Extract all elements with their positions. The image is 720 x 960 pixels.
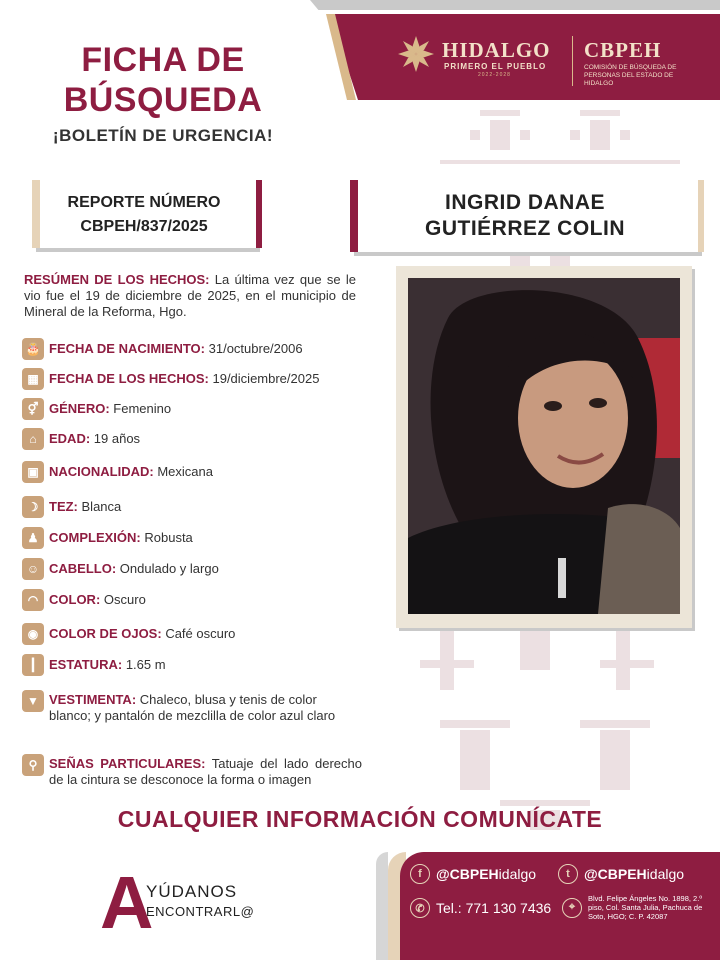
- detail-hair-color: ◠ COLOR: Oscuro: [22, 589, 362, 611]
- cbpeh-description: COMISIÓN DE BÚSQUEDA DE PERSONAS DEL ESTADO DE HIDALGO: [584, 64, 677, 87]
- cbpeh-wordmark: CBPEH: [584, 38, 662, 62]
- magnifier-icon: ⚲: [22, 754, 44, 776]
- build-icon: ♟: [22, 527, 44, 549]
- twitter-icon: t: [558, 864, 578, 884]
- hidalgo-wordmark: HIDALGO: [442, 38, 551, 62]
- age-icon: ⌂: [22, 428, 44, 450]
- page-title: [28, 40, 298, 120]
- calendar-icon: ▦: [22, 368, 44, 390]
- phone-icon: ✆: [410, 898, 430, 918]
- hair-color-icon: ◠: [22, 589, 44, 611]
- facebook-icon: f: [410, 864, 430, 884]
- title-line-2: BÚSQUEDA: [63, 81, 263, 119]
- office-address: Blvd. Felipe Ángeles No. 1898, 2.º piso, Col. Santa Julia, Pachuca de Soto, HGO; C. P. 42087: [588, 894, 703, 921]
- gender-icon: ⚥: [22, 398, 44, 420]
- hidalgo-tagline: PRIMERO EL PUEBLO: [444, 62, 547, 71]
- phone-number: Tel.: 771 130 7436: [436, 900, 552, 916]
- cake-icon: 🎂: [22, 338, 44, 360]
- person-name-line-1: INGRID DANAE: [444, 191, 605, 214]
- detail-eye-color: ◉ COLOR DE OJOS: Café oscuro: [22, 623, 362, 645]
- height-icon: ┃: [22, 654, 44, 676]
- detail-height: ┃ ESTATURA: 1.65 m: [22, 654, 362, 676]
- detail-build: ♟ COMPLEXIÓN: Robusta: [22, 527, 362, 549]
- eye-icon: ◉: [22, 623, 44, 645]
- detail-gender: ⚥ GÉNERO: Femenino: [22, 398, 362, 420]
- summary-text: La última vez que se le vio fue el 19 de diciembre de 2025, en el municipio de Mineral de la Reforma, Hgo.: [24, 272, 356, 319]
- banner-edge: [310, 0, 720, 10]
- person-photo: [408, 278, 680, 614]
- portrait-illustration: [408, 278, 680, 614]
- shirt-icon: ▼: [22, 690, 44, 712]
- address-info: [562, 894, 712, 921]
- report-label: REPORTE NÚMERO: [67, 194, 221, 211]
- footer-gray-stripe: [376, 852, 388, 960]
- report-number: CBPEH/837/2025: [80, 218, 208, 235]
- campaign-logo-letter: A: [100, 861, 154, 944]
- detail-event-date: ▦ FECHA DE LOS HECHOS: 19/diciembre/2025: [22, 368, 362, 390]
- hidalgo-star-icon: [398, 36, 434, 72]
- title-line-1: FICHA DE: [81, 41, 245, 79]
- banner-divider: [572, 36, 573, 86]
- detail-age: ⌂ EDAD: 19 años: [22, 428, 362, 450]
- photo-frame: [396, 266, 692, 628]
- skin-icon: ☽: [22, 496, 44, 518]
- hair-icon: ☺: [22, 558, 44, 580]
- summary-label: RESÚMEN DE LOS HECHOS:: [24, 272, 210, 287]
- detail-marks: ⚲ SEÑAS PARTICULARES: Tatuaje del lado derecho de la cintura se desconoce la forma o imagen: [22, 754, 362, 788]
- contact-call-to-action: CUALQUIER INFORMACIÓN COMUNÍCATE: [117, 806, 603, 832]
- facts-summary: [24, 272, 356, 320]
- campaign-logo-line-2: ENCONTRARL@: [146, 904, 255, 919]
- person-name-box: [350, 180, 698, 252]
- detail-clothing: ▼ VESTIMENTA: Chaleco, blusa y tenis de color blanco; y pantalón de mezclilla de color azul claro: [22, 690, 362, 724]
- location-pin-icon: ⌖: [562, 898, 582, 918]
- phone-contact[interactable]: [410, 898, 551, 918]
- detail-birthdate: 🎂 FECHA DE NACIMIENTO: 31/octubre/2006: [22, 338, 362, 360]
- campaign-logo-line-1: YÚDANOS: [146, 882, 238, 901]
- report-box: [32, 180, 256, 248]
- facebook-link[interactable]: f @CBPEHidalgo: [410, 864, 536, 884]
- hidalgo-years: 2022-2028: [478, 72, 511, 78]
- person-name-line-2: GUTIÉRREZ COLIN: [425, 217, 625, 240]
- urgency-subtitle: ¡BOLETÍN DE URGENCIA!: [52, 126, 274, 145]
- detail-skin: ☽ TEZ: Blanca: [22, 496, 362, 518]
- detail-nationality: ▣ NACIONALIDAD: Mexicana: [22, 461, 362, 483]
- detail-hair: ☺ CABELLO: Ondulado y largo: [22, 558, 362, 580]
- id-card-icon: ▣: [22, 461, 44, 483]
- twitter-link[interactable]: t @CBPEHidalgo: [558, 864, 684, 884]
